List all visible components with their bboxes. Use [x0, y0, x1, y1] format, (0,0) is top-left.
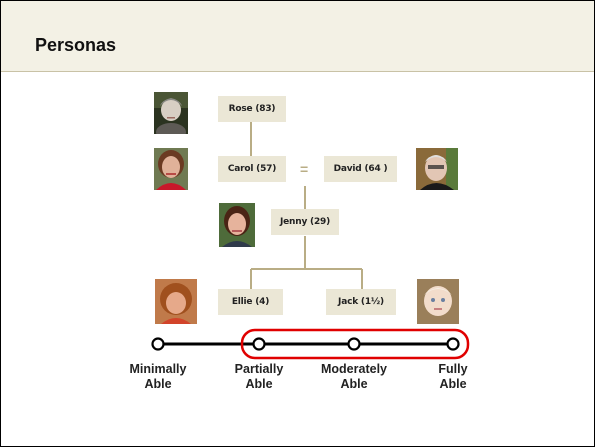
- scale-label-moderately-able: Moderately Able: [321, 362, 387, 391]
- name-label-ellie: Ellie (4): [218, 289, 283, 315]
- jack-photo: [417, 279, 459, 324]
- carol-photo: [154, 148, 188, 190]
- name-label-jack: Jack (1½): [326, 289, 396, 315]
- slide-title: Personas: [35, 35, 117, 55]
- scale-marker-partially: [254, 339, 265, 350]
- scale-marker-fully: [448, 339, 459, 350]
- scale-marker-minimally: [153, 339, 164, 350]
- ellie-photo: [155, 279, 197, 324]
- david-photo: [416, 148, 458, 190]
- scale-marker-moderately: [349, 339, 360, 350]
- name-label-carol: Carol (57): [218, 156, 286, 182]
- rose-photo: [154, 92, 188, 134]
- marriage-equals-sign: =: [300, 161, 309, 177]
- scale-label-fully-able: Fully Able: [438, 362, 468, 391]
- name-label-david: David (64 ): [324, 156, 397, 182]
- jenny-photo: [219, 203, 255, 247]
- name-label-rose: Rose (83): [218, 96, 286, 122]
- scale-label-partially-able: Partially Able: [234, 362, 284, 391]
- scale-label-minimally-able: Minimally Able: [129, 362, 187, 391]
- name-label-jenny: Jenny (29): [271, 209, 339, 235]
